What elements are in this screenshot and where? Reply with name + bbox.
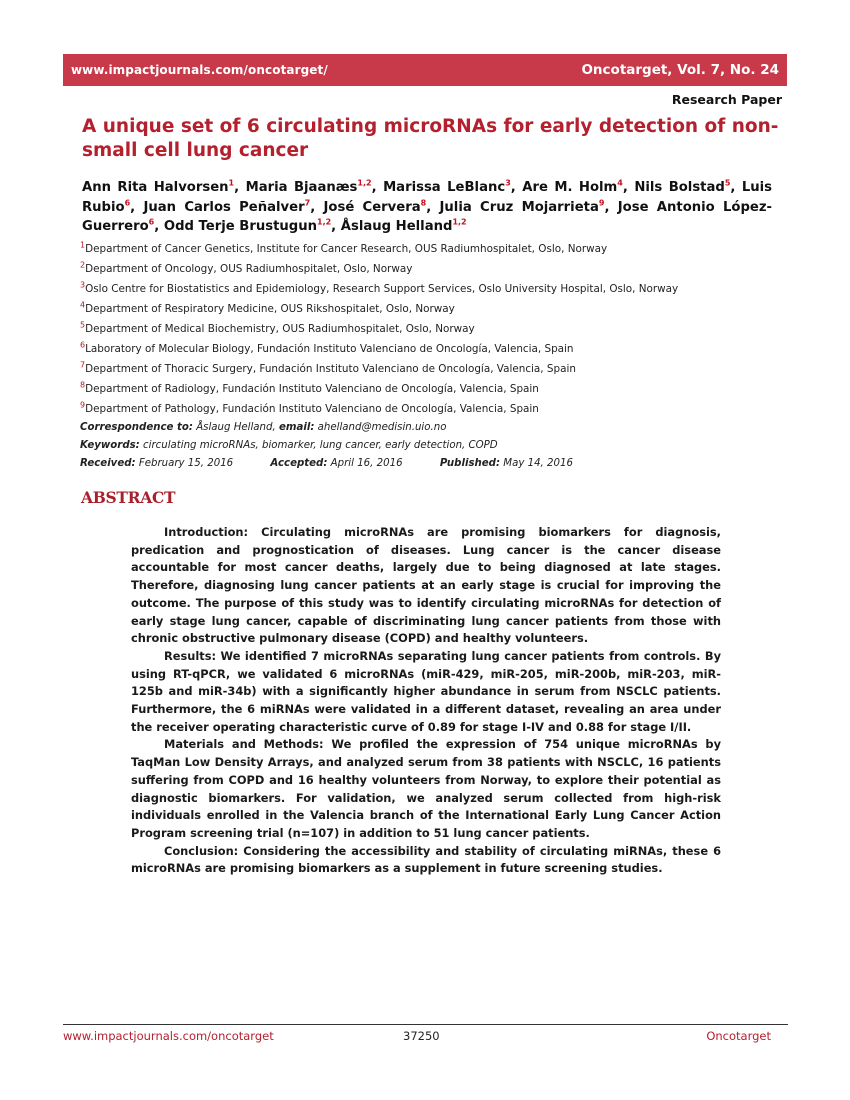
- affiliation-marker: 1,2: [357, 178, 372, 188]
- affiliation-text: Department of Cancer Genetics, Institute for Cancer Research, OUS Radiumhospitalet, Oslo, Norway: [85, 243, 608, 255]
- abstract-methods: Materials and Methods: We profiled the expression of 754 unique microRNAs by TaqMan Low Density Arrays, and analyzed serum from 38 patients with NSCLC, 16 patients suffering from COPD and 16 healthy volunteers from Norway, to explore their potential as diagnostic biomarkers. For validation, we analyzed serum collected from high-risk individuals enrolled in the Valencia branch of the International Early Lung Cancer Action Program screening trial (n=107) in addition to 51 lung cancer patients.: [131, 737, 721, 840]
- affiliation-text: Department of Oncology, OUS Radiumhospitalet, Oslo, Norway: [85, 263, 413, 275]
- journal-header-bar: [63, 54, 787, 86]
- affiliation-item: [80, 279, 780, 299]
- author-name: Maria Bjaanæs: [245, 180, 358, 195]
- correspondence-label: Correspondence to:: [80, 422, 193, 433]
- author-name: Julia Cruz Mojarrieta: [439, 199, 599, 215]
- affiliation-text: Department of Respiratory Medicine, OUS Rikshospitalet, Oslo, Norway: [85, 303, 455, 315]
- affiliation-item: [80, 299, 780, 319]
- affiliation-text: Department of Pathology, Fundación Instituto Valenciano de Oncología, Valencia, Spain: [85, 403, 539, 415]
- keywords-label: Keywords:: [80, 440, 140, 451]
- affiliation-number: 9: [80, 400, 86, 410]
- affiliation-list: [80, 239, 780, 419]
- header-journal-volume: Oncotarget, Vol. 7, No. 24: [581, 62, 779, 78]
- correspondence-name: Åslaug Helland,: [196, 422, 276, 433]
- correspondence-line: [80, 419, 780, 437]
- author-list: Ann Rita Halvorsen$^1$, Maria Bjaanæs$^{1,2}$, Marissa LeBlanc$^3$, Are M. Holm$^4$, Nils Bolstad$^5$, Luis Rubio$^6$, Juan Carlos Peñalver$^7$, José Cervera$^8$, Julia Cruz Mojarrieta$^9$, Jose Antonio López-Guerrero$^6$, Odd Terje Brustugun$^{1,2}$, Åslaug Helland$^{1,2}$: [82, 178, 773, 234]
- author: [246, 180, 372, 195]
- footer-divider: [63, 1024, 788, 1025]
- abstract-results: Results: We identified 7 microRNAs separating lung cancer patients from controls. By using RT-qPCR, we validated 6 microRNAs (miR-429, miR-205, miR-200b, miR-203, miR-125b and miR-34b) with a significantly higher abundance in serum from NSCLC patients. Furthermore, the 6 miRNAs were validated in a different dataset, revealing an area under the receiver operating characteristic curve of 0.89 for stage I-IV and 0.88 for stage I/II.: [131, 648, 721, 734]
- abstract-body: [131, 524, 721, 878]
- affiliation-item: [80, 359, 780, 379]
- footer-journal-url[interactable]: www.impactjournals.com/oncotarget: [63, 1029, 274, 1043]
- affiliation-text: Department of Thoracic Surgery, Fundación Instituto Valenciano de Oncología, Valencia, Spain: [85, 363, 576, 375]
- affiliation-marker: 6: [148, 217, 155, 227]
- received-date: February 15, 2016: [138, 458, 234, 469]
- affiliation-number: 8: [80, 380, 86, 390]
- published-date: May 14, 2016: [503, 458, 573, 469]
- affiliation-number: 7: [80, 360, 86, 370]
- author-name: Odd Terje Brustugun: [163, 219, 317, 234]
- author-name: Jose Antonio López-Guerrero: [82, 199, 773, 234]
- paper-type-label: Research Paper: [671, 92, 782, 107]
- affiliation-marker: 8: [420, 198, 427, 208]
- accepted-date: April 16, 2016: [330, 458, 403, 469]
- author: [440, 200, 605, 215]
- author-name: Åslaug Helland: [340, 219, 453, 234]
- author: [341, 219, 467, 234]
- author: [143, 200, 310, 215]
- author-name: Are M. Holm: [522, 180, 618, 195]
- affiliation-marker: 3: [505, 178, 511, 188]
- author: [324, 200, 427, 215]
- author: [634, 180, 730, 195]
- affiliation-number: 3: [80, 280, 86, 290]
- affiliation-text: Laboratory of Molecular Biology, Fundación Instituto Valenciano de Oncología, Valencia, Spain: [85, 343, 574, 355]
- author-name: José Cervera: [323, 199, 421, 215]
- correspondence-email[interactable]: ahelland@medisin.uio.no: [317, 422, 447, 433]
- dates-line: [80, 455, 780, 473]
- affiliation-item: [80, 259, 780, 279]
- abstract-introduction: Introduction: Circulating microRNAs are promising biomarkers for diagnosis, predication and prognostication of diseases. Lung cancer is the cancer disease accountable for most cancer deaths, largely due to being diagnosed at late stages. Therefore, diagnosing lung cancer patients at an early stage is crucial for improving the outcome. The purpose of this study was to identify circulating microRNAs for detection of early stage lung cancer, capable of discriminating lung cancer patients from those with chronic obstructive pulmonary disease (COPD) and healthy volunteers.: [131, 525, 721, 646]
- accepted-label: Accepted:: [270, 458, 328, 469]
- affiliation-marker: 4: [617, 178, 623, 188]
- affiliation-item: [80, 339, 780, 359]
- affiliation-number: 4: [80, 300, 86, 310]
- affiliation-item: [80, 379, 780, 399]
- page-number: 37250: [403, 1029, 440, 1043]
- received-label: Received:: [80, 458, 136, 469]
- author-name: Ann Rita Halvorsen: [82, 180, 229, 195]
- header-journal-url[interactable]: www.impactjournals.com/oncotarget/: [71, 63, 328, 77]
- affiliation-number: 2: [80, 260, 86, 270]
- affiliation-marker: 9: [598, 198, 605, 208]
- affiliation-marker: 7: [304, 198, 311, 208]
- author: [383, 180, 511, 195]
- keywords-line: [80, 437, 780, 455]
- affiliation-marker: 5: [724, 178, 731, 188]
- keywords-value: circulating microRNAs, biomarker, lung cancer, early detection, COPD: [143, 440, 498, 451]
- affiliation-text: Department of Medical Biochemistry, OUS Radiumhospitalet, Oslo, Norway: [85, 323, 475, 335]
- author: [164, 219, 331, 234]
- published-label: Published:: [439, 458, 501, 469]
- author-name: Marissa LeBlanc: [383, 180, 506, 195]
- affiliation-item: [80, 399, 780, 419]
- abstract-heading: ABSTRACT: [81, 488, 176, 507]
- affiliation-number: 5: [80, 320, 86, 330]
- affiliation-item: [80, 239, 780, 259]
- author-name: Nils Bolstad: [634, 180, 725, 195]
- email-label: email:: [278, 422, 315, 433]
- author-name: Juan Carlos Peñalver: [143, 199, 305, 215]
- author-name: Luis Rubio: [82, 180, 773, 215]
- affiliation-marker: 1,2: [452, 217, 467, 227]
- affiliation-text: Oslo Centre for Biostatistics and Epidemiology, Research Support Services, Oslo University Hospital, Oslo, Norway: [85, 283, 679, 295]
- article-metadata: [80, 419, 780, 473]
- author: [522, 180, 623, 195]
- affiliation-marker: 6: [124, 198, 131, 208]
- abstract-conclusion: Conclusion: Considering the accessibility and stability of circulating miRNAs, these 6 microRNAs are promising biomarkers as a supplement in future screening studies.: [131, 843, 721, 876]
- footer-journal-name: Oncotarget: [706, 1029, 771, 1043]
- paper-title: A unique set of 6 circulating microRNAs for early detection of non-small cell lung cancer: [82, 116, 779, 161]
- affiliation-marker: 1: [228, 178, 235, 188]
- affiliation-number: 1: [80, 240, 86, 250]
- affiliation-number: 6: [80, 340, 86, 350]
- affiliation-marker: 1,2: [317, 217, 332, 227]
- affiliation-item: [80, 319, 780, 339]
- author: [82, 180, 234, 195]
- affiliation-text: Department of Radiology, Fundación Instituto Valenciano de Oncología, Valencia, Spain: [85, 383, 539, 395]
